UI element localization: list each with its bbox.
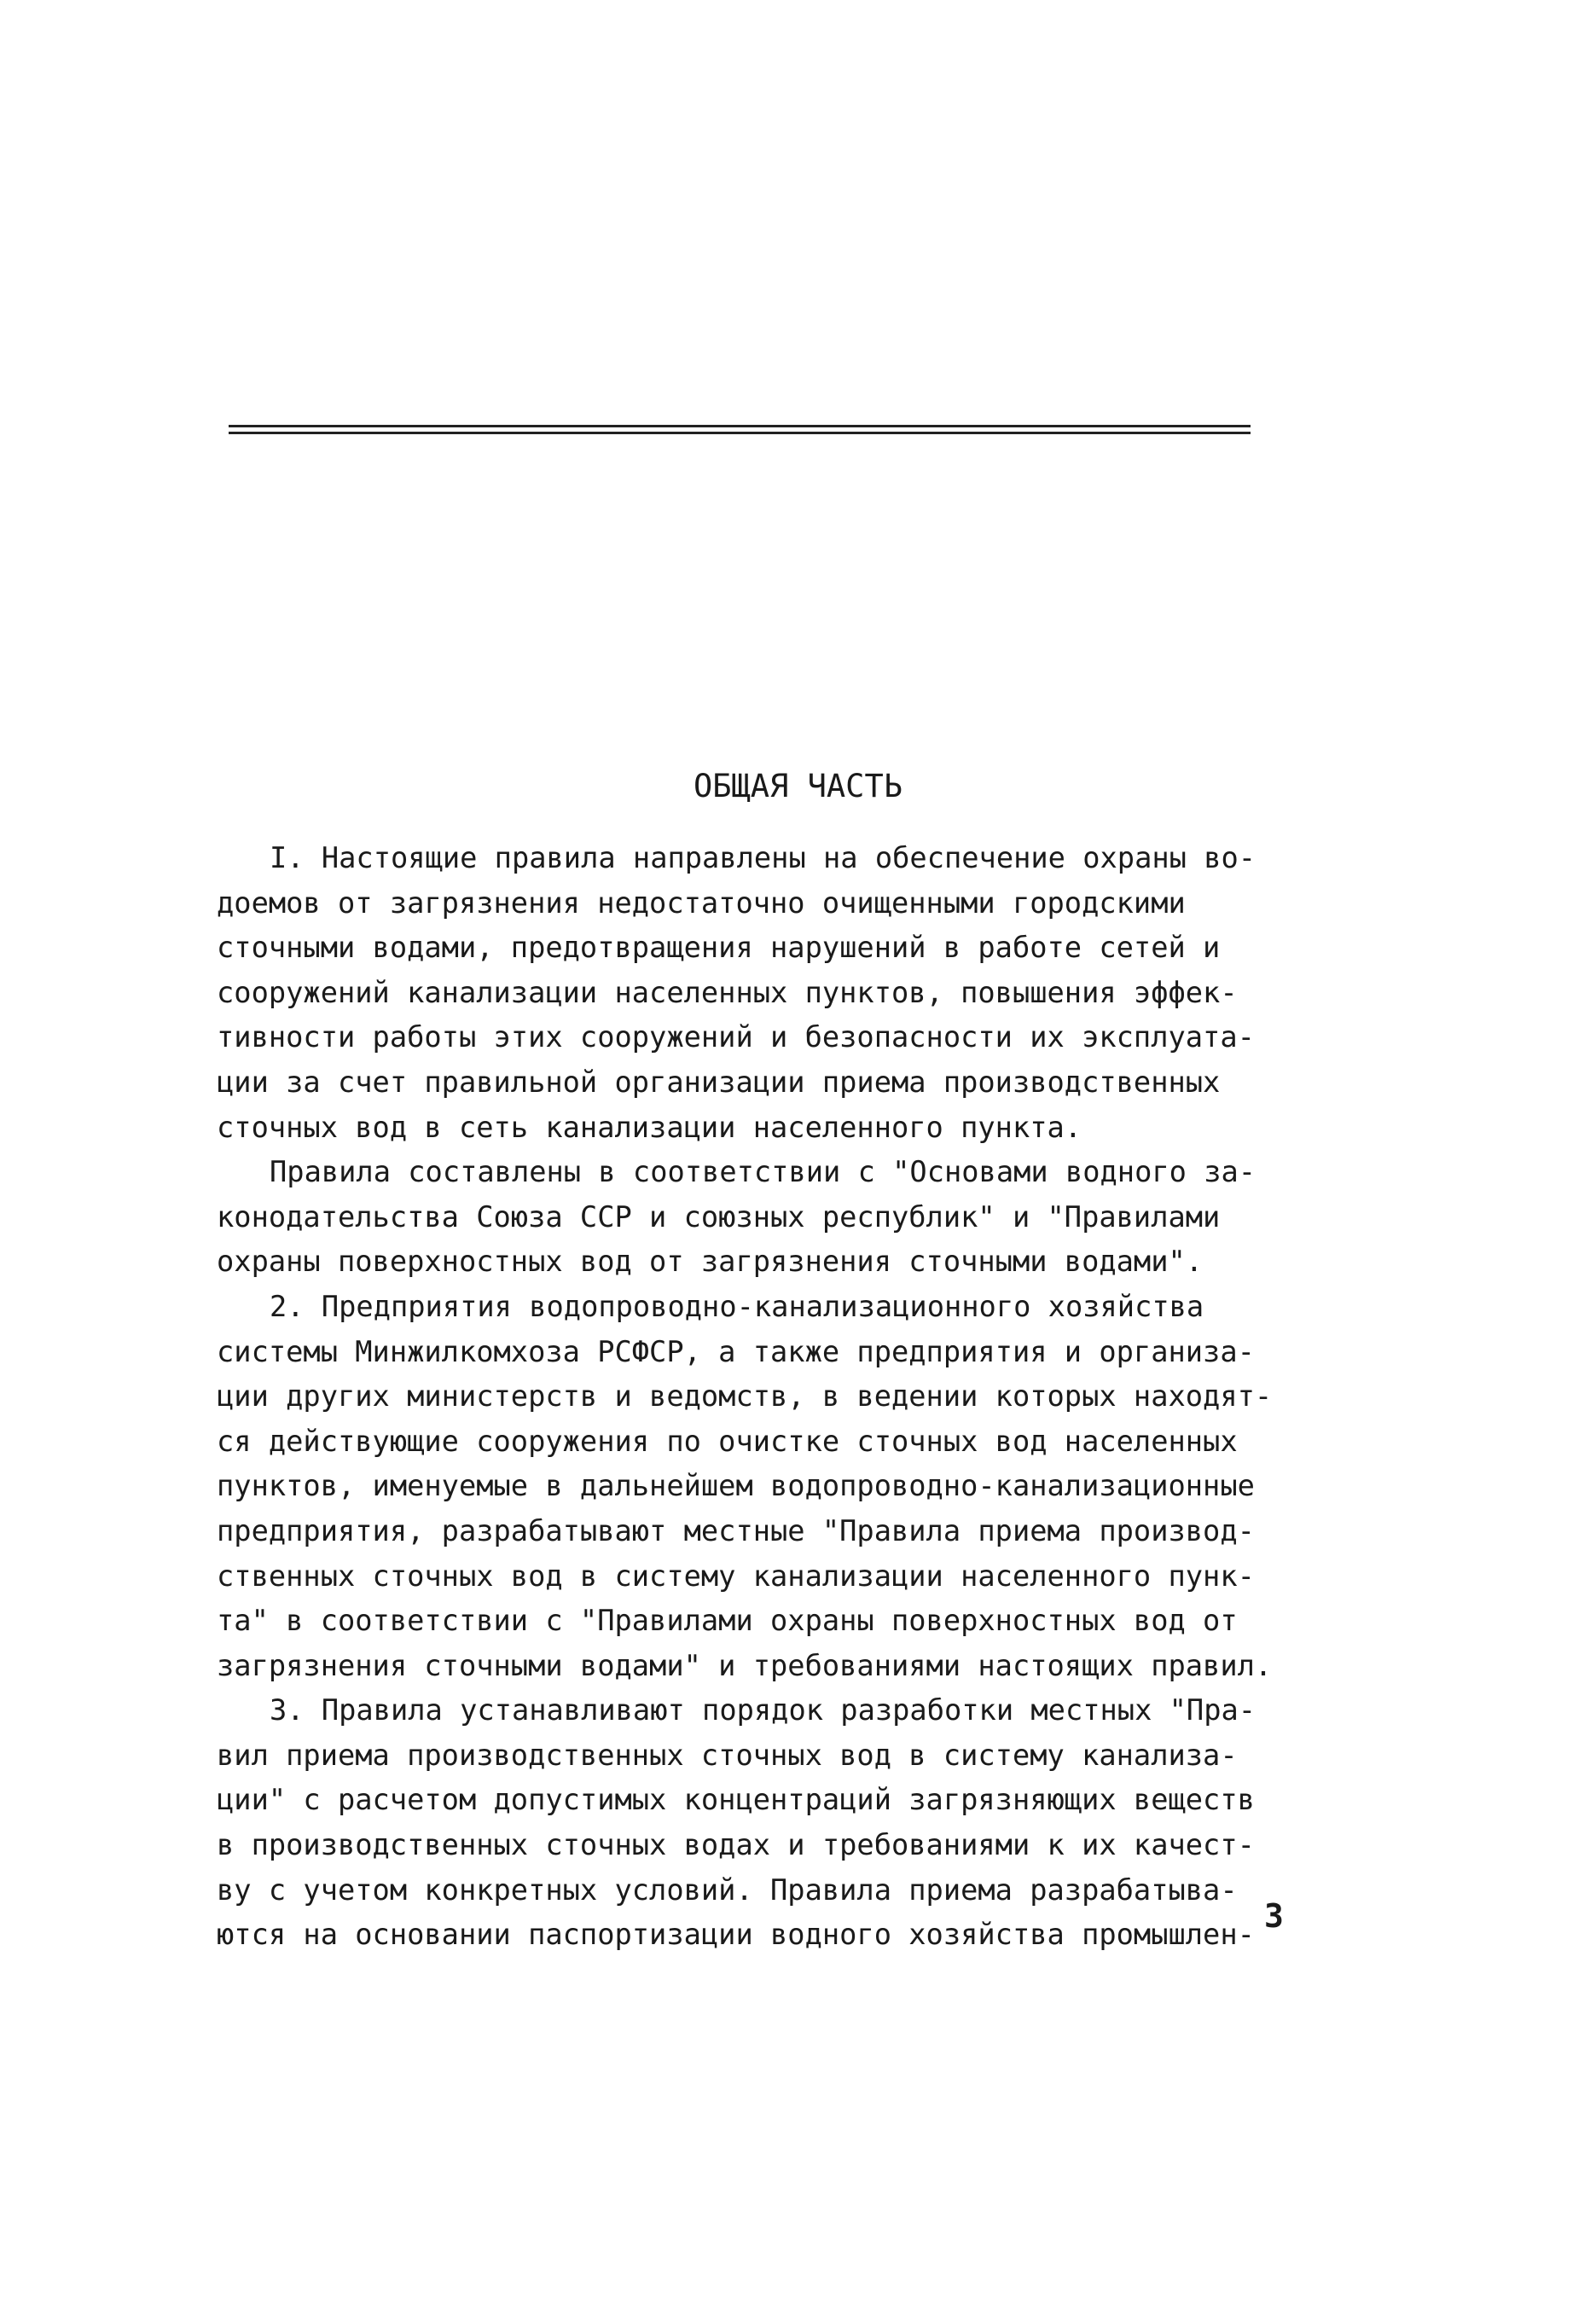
text-line: предприятия, разрабатывают местные "Правила приема производ- [217, 1513, 1255, 1547]
text-line: ственных сточных вод в систему канализации населенного пунк- [217, 1559, 1255, 1593]
text-line: 3. Правила устанавливают порядок разработки местных "Пра- [270, 1693, 1256, 1727]
text-line: загрязнения сточными водами" и требованиями настоящих правил. [217, 1648, 1273, 1682]
text-line: ются на основании паспортизации водного хозяйства промышлен- [217, 1918, 1255, 1952]
text-line: ции" с расчетом допустимых концентраций загрязняющих веществ [217, 1783, 1255, 1817]
text-line: охраны поверхностных вод от загрязнения сточными водами". [217, 1245, 1204, 1279]
page-number: 3 [1264, 1897, 1284, 1935]
text-line: ции за счет правильной организации приема производственных [217, 1065, 1221, 1099]
body-text [217, 836, 1317, 1958]
text-line: сточными водами, предотвращения нарушений в работе сетей и [217, 931, 1221, 965]
top-rule-double [229, 432, 1251, 434]
section-heading: ОБЩАЯ ЧАСТЬ [693, 768, 903, 804]
text-line: ву с учетом конкретных условий. Правила приема разрабатыва- [217, 1872, 1238, 1907]
text-line: та" в соответствии с "Правилами охраны поверхностных вод от [217, 1604, 1238, 1638]
text-line: вил приема производственных сточных вод в систему канализа- [217, 1738, 1238, 1772]
text-line: конодательства Союза ССР и союзных республик" и "Правилами [217, 1199, 1221, 1234]
text-line: сооружений канализации населенных пунктов, повышения эффек- [217, 975, 1238, 1009]
text-line: пунктов, именуемые в дальнейшем водопроводно-канализационные [217, 1469, 1255, 1503]
text-line: Правила составлены в соответствии с "Основами водного за- [270, 1155, 1256, 1189]
text-line: доемов от загрязнения недостаточно очищенными городскими [217, 885, 1186, 920]
text-line: 2. Предприятия водопроводно-канализационного хозяйства [270, 1289, 1204, 1323]
text-line: системы Минжилкомхоза РСФСР, а также предприятия и организа- [217, 1334, 1255, 1368]
top-rule [229, 425, 1251, 427]
text-line: тивности работы этих сооружений и безопасности их эксплуата- [217, 1020, 1255, 1054]
text-line: ся действующие сооружения по очистке сточных вод населенных [217, 1424, 1238, 1458]
text-line: в производственных сточных водах и требованиями к их качест- [217, 1828, 1255, 1862]
text-line: ции других министерств и ведомств, в ведении которых находят- [217, 1379, 1273, 1414]
text-line: сточных вод в сеть канализации населенного пункта. [217, 1110, 1082, 1144]
text-line: I. Настоящие правила направлены на обеспечение охраны во- [270, 841, 1256, 874]
